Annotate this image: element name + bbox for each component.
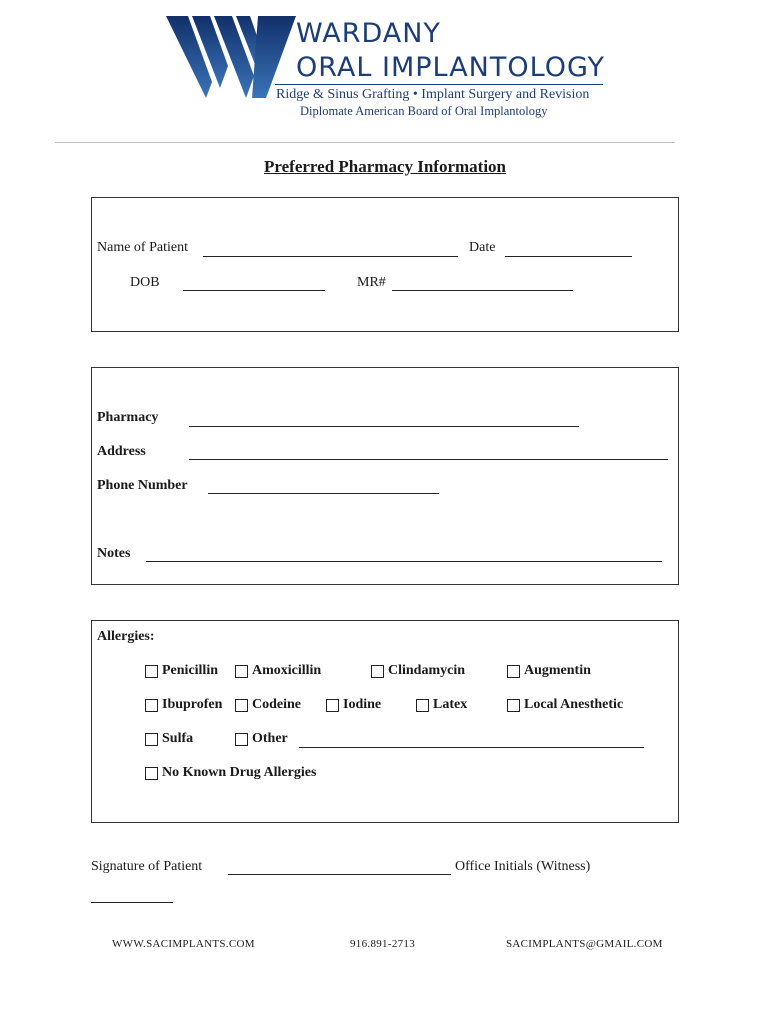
augmentin-checkbox[interactable]: [507, 665, 520, 678]
amoxicillin-label: Amoxicillin: [252, 663, 322, 678]
brand-name-line2: ORAL IMPLANTOLOGY: [296, 52, 606, 83]
footer-website: WWW.SACIMPLANTS.COM: [112, 938, 255, 950]
brand-tagline: Ridge & Sinus Grafting • Implant Surgery and Revision: [276, 87, 590, 102]
footer-email: SACIMPLANTS@GMAIL.COM: [506, 938, 663, 950]
patient-name-label: Name of Patient: [97, 240, 188, 255]
header-divider: [55, 142, 675, 143]
latex-label: Latex: [433, 697, 468, 712]
page-title: Preferred Pharmacy Information: [263, 157, 507, 176]
phone-field[interactable]: [208, 493, 439, 494]
patient-signature-label: Signature of Patient: [91, 859, 203, 874]
brand-subtitle: Diplomate American Board of Oral Implantology: [300, 104, 548, 118]
footer-phone: 916.891-2713: [350, 938, 416, 950]
iodine-checkbox[interactable]: [326, 699, 339, 712]
pharmacy-field[interactable]: [189, 426, 579, 427]
clindamycin-label: Clindamycin: [388, 663, 466, 678]
patient-signature-field[interactable]: [228, 874, 451, 875]
sulfa-checkbox[interactable]: [145, 733, 158, 746]
date-field[interactable]: [505, 256, 632, 257]
date-label: Date: [469, 240, 496, 255]
local-anesthetic-checkbox[interactable]: [507, 699, 520, 712]
codeine-label: Codeine: [252, 697, 301, 712]
iodine-label: Iodine: [343, 697, 382, 712]
local-anesthetic-label: Local Anesthetic: [524, 697, 624, 712]
other-checkbox[interactable]: [235, 733, 248, 746]
ibuprofen-checkbox[interactable]: [145, 699, 158, 712]
clindamycin-checkbox[interactable]: [371, 665, 384, 678]
logo-divider: [275, 84, 603, 85]
notes-label: Notes: [97, 546, 131, 561]
brand-name-line1: WARDANY: [296, 18, 441, 49]
other-label: Other: [252, 731, 288, 746]
witness-initials-label: Office Initials (Witness): [455, 859, 591, 874]
sulfa-label: Sulfa: [162, 731, 194, 746]
nkda-checkbox[interactable]: [145, 767, 158, 780]
allergies-section: [91, 620, 679, 823]
other-field[interactable]: [299, 747, 644, 748]
codeine-checkbox[interactable]: [235, 699, 248, 712]
logo-w-icon: [166, 16, 296, 98]
penicillin-checkbox[interactable]: [145, 665, 158, 678]
allergies-heading: Allergies:: [97, 629, 155, 644]
notes-field[interactable]: [146, 561, 662, 562]
nkda-label: No Known Drug Allergies: [162, 765, 317, 780]
pharmacy-label: Pharmacy: [97, 410, 159, 425]
amoxicillin-checkbox[interactable]: [235, 665, 248, 678]
patient-info-section: [91, 197, 679, 332]
ibuprofen-label: Ibuprofen: [162, 697, 223, 712]
dob-field[interactable]: [183, 290, 325, 291]
address-label: Address: [97, 444, 146, 459]
witness-initials-field[interactable]: [91, 902, 173, 903]
mr-label: MR#: [357, 275, 386, 290]
dob-label: DOB: [130, 275, 160, 290]
address-field[interactable]: [189, 459, 668, 460]
patient-name-field[interactable]: [203, 256, 458, 257]
mr-field[interactable]: [392, 290, 573, 291]
augmentin-label: Augmentin: [524, 663, 591, 678]
phone-label: Phone Number: [97, 478, 188, 493]
penicillin-label: Penicillin: [162, 663, 218, 678]
latex-checkbox[interactable]: [416, 699, 429, 712]
pharmacy-section: [91, 367, 679, 585]
